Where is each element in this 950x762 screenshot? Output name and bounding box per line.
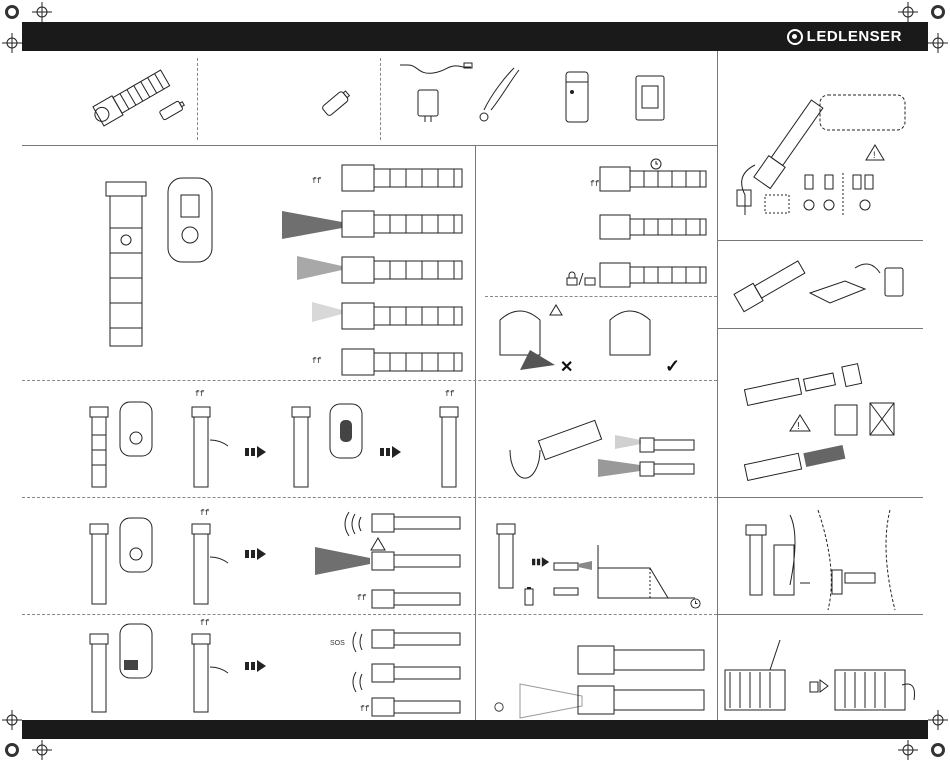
charger-icon: [416, 88, 440, 124]
beam-icon: [297, 254, 342, 282]
registration-mark-icon: [32, 2, 52, 22]
registration-mark-icon: [928, 2, 948, 22]
flashlight-icon: [495, 522, 517, 590]
header-bar: [22, 22, 928, 51]
divider: [22, 614, 717, 615]
registration-mark-icon: [2, 2, 22, 22]
focus-illustration: [495, 410, 605, 480]
registration-mark-icon: [2, 33, 22, 53]
switch-detail-icon: [118, 400, 154, 458]
brand-name: LEDLENSER: [806, 28, 902, 45]
sos-label: SOS: [330, 640, 345, 647]
flashlight-side-icon: [372, 512, 462, 612]
mode-label: ff: [312, 177, 322, 186]
clip-icon: [632, 72, 670, 124]
beam-icon: [520, 682, 582, 720]
flashlight-icon: [190, 522, 230, 607]
divider: [22, 145, 717, 146]
flashlight-side-icon: [640, 436, 696, 478]
divider: [380, 58, 381, 140]
divider: [22, 380, 717, 381]
flashlight-side-icon: [372, 628, 462, 718]
battery-swap-illustration: [735, 345, 915, 495]
mode-label: ff: [195, 390, 205, 399]
switch-detail-icon: [118, 622, 154, 680]
divider: [717, 240, 923, 241]
flashlight-icon: [88, 522, 110, 607]
battery-icon: [524, 586, 534, 606]
brand-logo: [787, 28, 902, 45]
runtime-graph: [550, 540, 700, 610]
mode-label: ff: [590, 180, 600, 189]
arrow-icon: [245, 548, 267, 560]
beam-icon: [315, 545, 370, 577]
svg-text:!: !: [873, 150, 876, 160]
holster-wear-illustration: [740, 505, 915, 610]
divider: [475, 145, 476, 720]
clock-icon: [690, 598, 701, 609]
clock-icon: [650, 158, 662, 170]
beam-icon: [282, 208, 342, 242]
backpack-lock-illustration: [490, 300, 715, 378]
divider: [22, 497, 717, 498]
divider: [485, 296, 717, 297]
battery-icon: [157, 98, 187, 122]
flashlight-side-icon: [598, 165, 710, 290]
registration-mark-icon: [928, 740, 948, 760]
flashlight-icon: [190, 632, 230, 714]
flashlight-icon: [190, 405, 230, 490]
brand-mark-icon: [787, 29, 803, 45]
divider: [717, 328, 923, 329]
registration-mark-icon: [2, 710, 22, 730]
mode-label: ff: [360, 705, 370, 714]
flashlight-icon: [290, 405, 312, 490]
beam-icon: [615, 434, 641, 450]
svg-text:✕: ✕: [560, 359, 574, 376]
registration-mark-icon: [32, 740, 52, 760]
divider: [717, 614, 923, 615]
divider: [717, 497, 923, 498]
arrow-icon: [380, 446, 402, 458]
mode-label: ff: [200, 509, 210, 518]
switch-detail-icon: [165, 175, 215, 265]
registration-mark-icon: [928, 33, 948, 53]
dock-illustration: [725, 248, 915, 324]
mode-label: ff: [357, 594, 367, 603]
flashlight-icon: [100, 178, 160, 353]
registration-mark-icon: [928, 710, 948, 730]
lanyard-icon: [472, 65, 522, 125]
flashlight-side-icon: [340, 163, 465, 378]
svg-text:!: !: [797, 421, 800, 432]
usb-cable-icon: [398, 57, 473, 77]
mode-label: ff: [200, 619, 210, 628]
registration-mark-icon: [2, 740, 22, 760]
registration-mark-icon: [898, 740, 918, 760]
registration-mark-icon: [898, 2, 918, 22]
flashlight-icon: [438, 405, 460, 490]
flashlight-icon: [88, 405, 110, 490]
battery-icon: [318, 85, 354, 121]
arrow-icon: [532, 557, 550, 567]
divider: [717, 51, 718, 720]
lock-icon: [565, 272, 597, 286]
lanyard-attach-illustration: [720, 630, 920, 715]
holster-icon: [562, 68, 594, 126]
footer-bar: [22, 720, 928, 739]
flashlight-icon: [88, 632, 110, 714]
beam-icon: [598, 458, 640, 478]
divider: [197, 58, 198, 140]
arrow-icon: [245, 446, 267, 458]
strobe-icon: [350, 628, 374, 700]
strobe-icon: [345, 508, 369, 540]
charging-illustration: [725, 85, 915, 235]
mode-label: ff: [312, 357, 322, 366]
clock-icon: [494, 702, 504, 712]
svg-text:✓: ✓: [665, 356, 681, 376]
mode-label: ff: [445, 390, 455, 399]
switch-detail-icon: [118, 516, 154, 574]
arrow-icon: [245, 660, 267, 672]
beam-icon: [312, 300, 342, 324]
flashlight-side-icon: [578, 630, 706, 716]
switch-detail-icon: [328, 402, 364, 460]
